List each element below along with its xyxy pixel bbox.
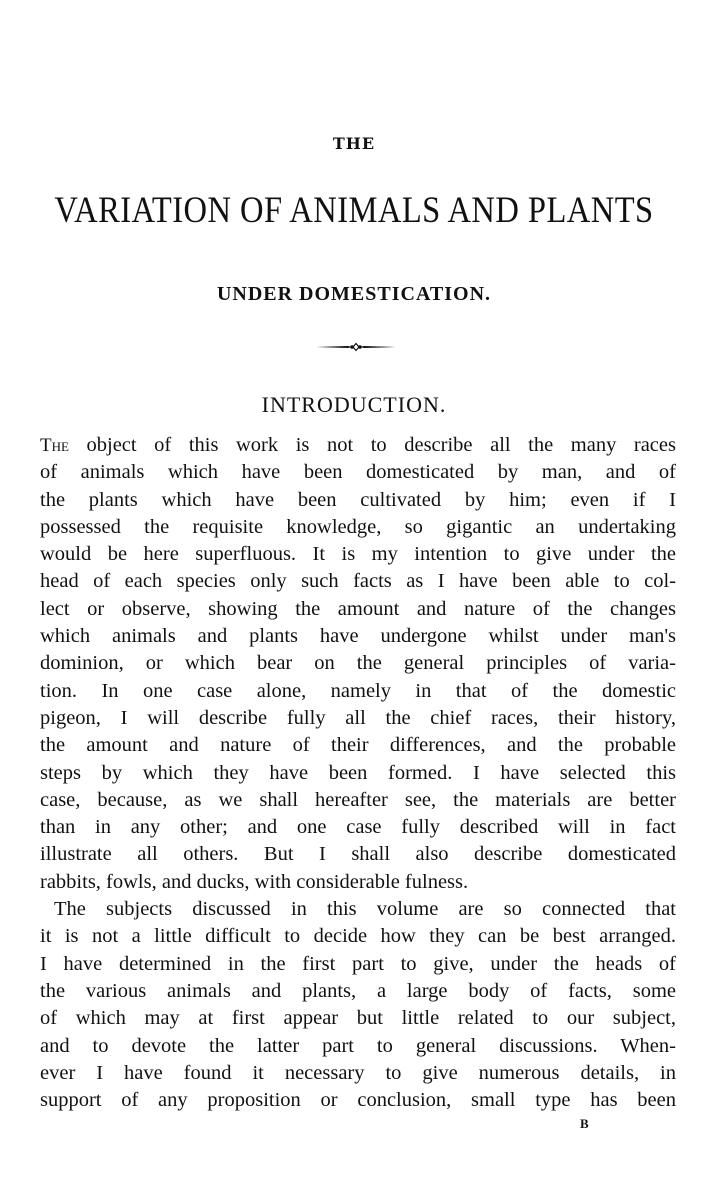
text-line: head of each species only such facts as I have been able to col- (40, 570, 676, 593)
text-line: the amount and nature of their differences, and the probable (40, 734, 676, 757)
text-line: possessed the requisite knowledge, so gigantic an undertaking (40, 515, 676, 538)
opening-word: The (40, 435, 69, 456)
text-line: it is not a little difficult to decide how they can be best arranged. (40, 925, 676, 948)
text-line: lect or observe, showing the amount and nature of the changes (40, 597, 676, 620)
ornament-divider (314, 340, 398, 354)
text-line: than in any other; and one case fully described will in fact (40, 816, 676, 839)
section-title: INTRODUCTION. (261, 392, 447, 417)
text-line: of which may at first appear but little related to our subject, (40, 1007, 676, 1030)
text-line: the plants which have been cultivated by him; even if I (40, 488, 676, 511)
text-line: support of any proposition or conclusion, small type has been (40, 1089, 676, 1112)
text-line: The object of this work is not to describe all the many races (40, 434, 676, 456)
text-line: the various animals and plants, a large body of facts, some (40, 979, 676, 1002)
text-line: of animals which have been domesticated by man, and of (40, 461, 676, 484)
book-title: VARIATION OF ANIMALS AND PLANTS (54, 190, 654, 231)
text-line: I have determined in the first part to give, under the heads of (40, 952, 676, 975)
text-line: tion. In one case alone, namely in that of the domestic (40, 679, 676, 702)
text-line: The subjects discussed in this volume are so connected that (54, 898, 676, 921)
text-line: steps by which they have been formed. I have selected this (40, 761, 676, 784)
text-line: rabbits, fowls, and ducks, with considerable fulness. (40, 870, 469, 893)
text-line: would be here superfluous. It is my intention to give under the (40, 543, 676, 566)
pre-title: THE (332, 134, 376, 153)
text-line: dominion, or which bear on the general principles of varia- (40, 652, 676, 675)
text-line: illustrate all others. But I shall also describe domesticated (40, 843, 676, 866)
signature-mark: B (580, 1116, 589, 1131)
introduction-text (40, 432, 676, 1114)
text-line: which animals and plants have undergone whilst under man's (40, 625, 676, 648)
book-subtitle: UNDER DOMESTICATION. (216, 283, 492, 305)
text-line: and to devote the latter part to general discussions. When- (40, 1034, 676, 1057)
text-line: pigeon, I will describe fully all the chief races, their history, (40, 706, 676, 729)
text-line: ever I have found it necessary to give numerous details, in (40, 1061, 676, 1084)
text-line: case, because, as we shall hereafter see, the materials are better (40, 788, 676, 811)
